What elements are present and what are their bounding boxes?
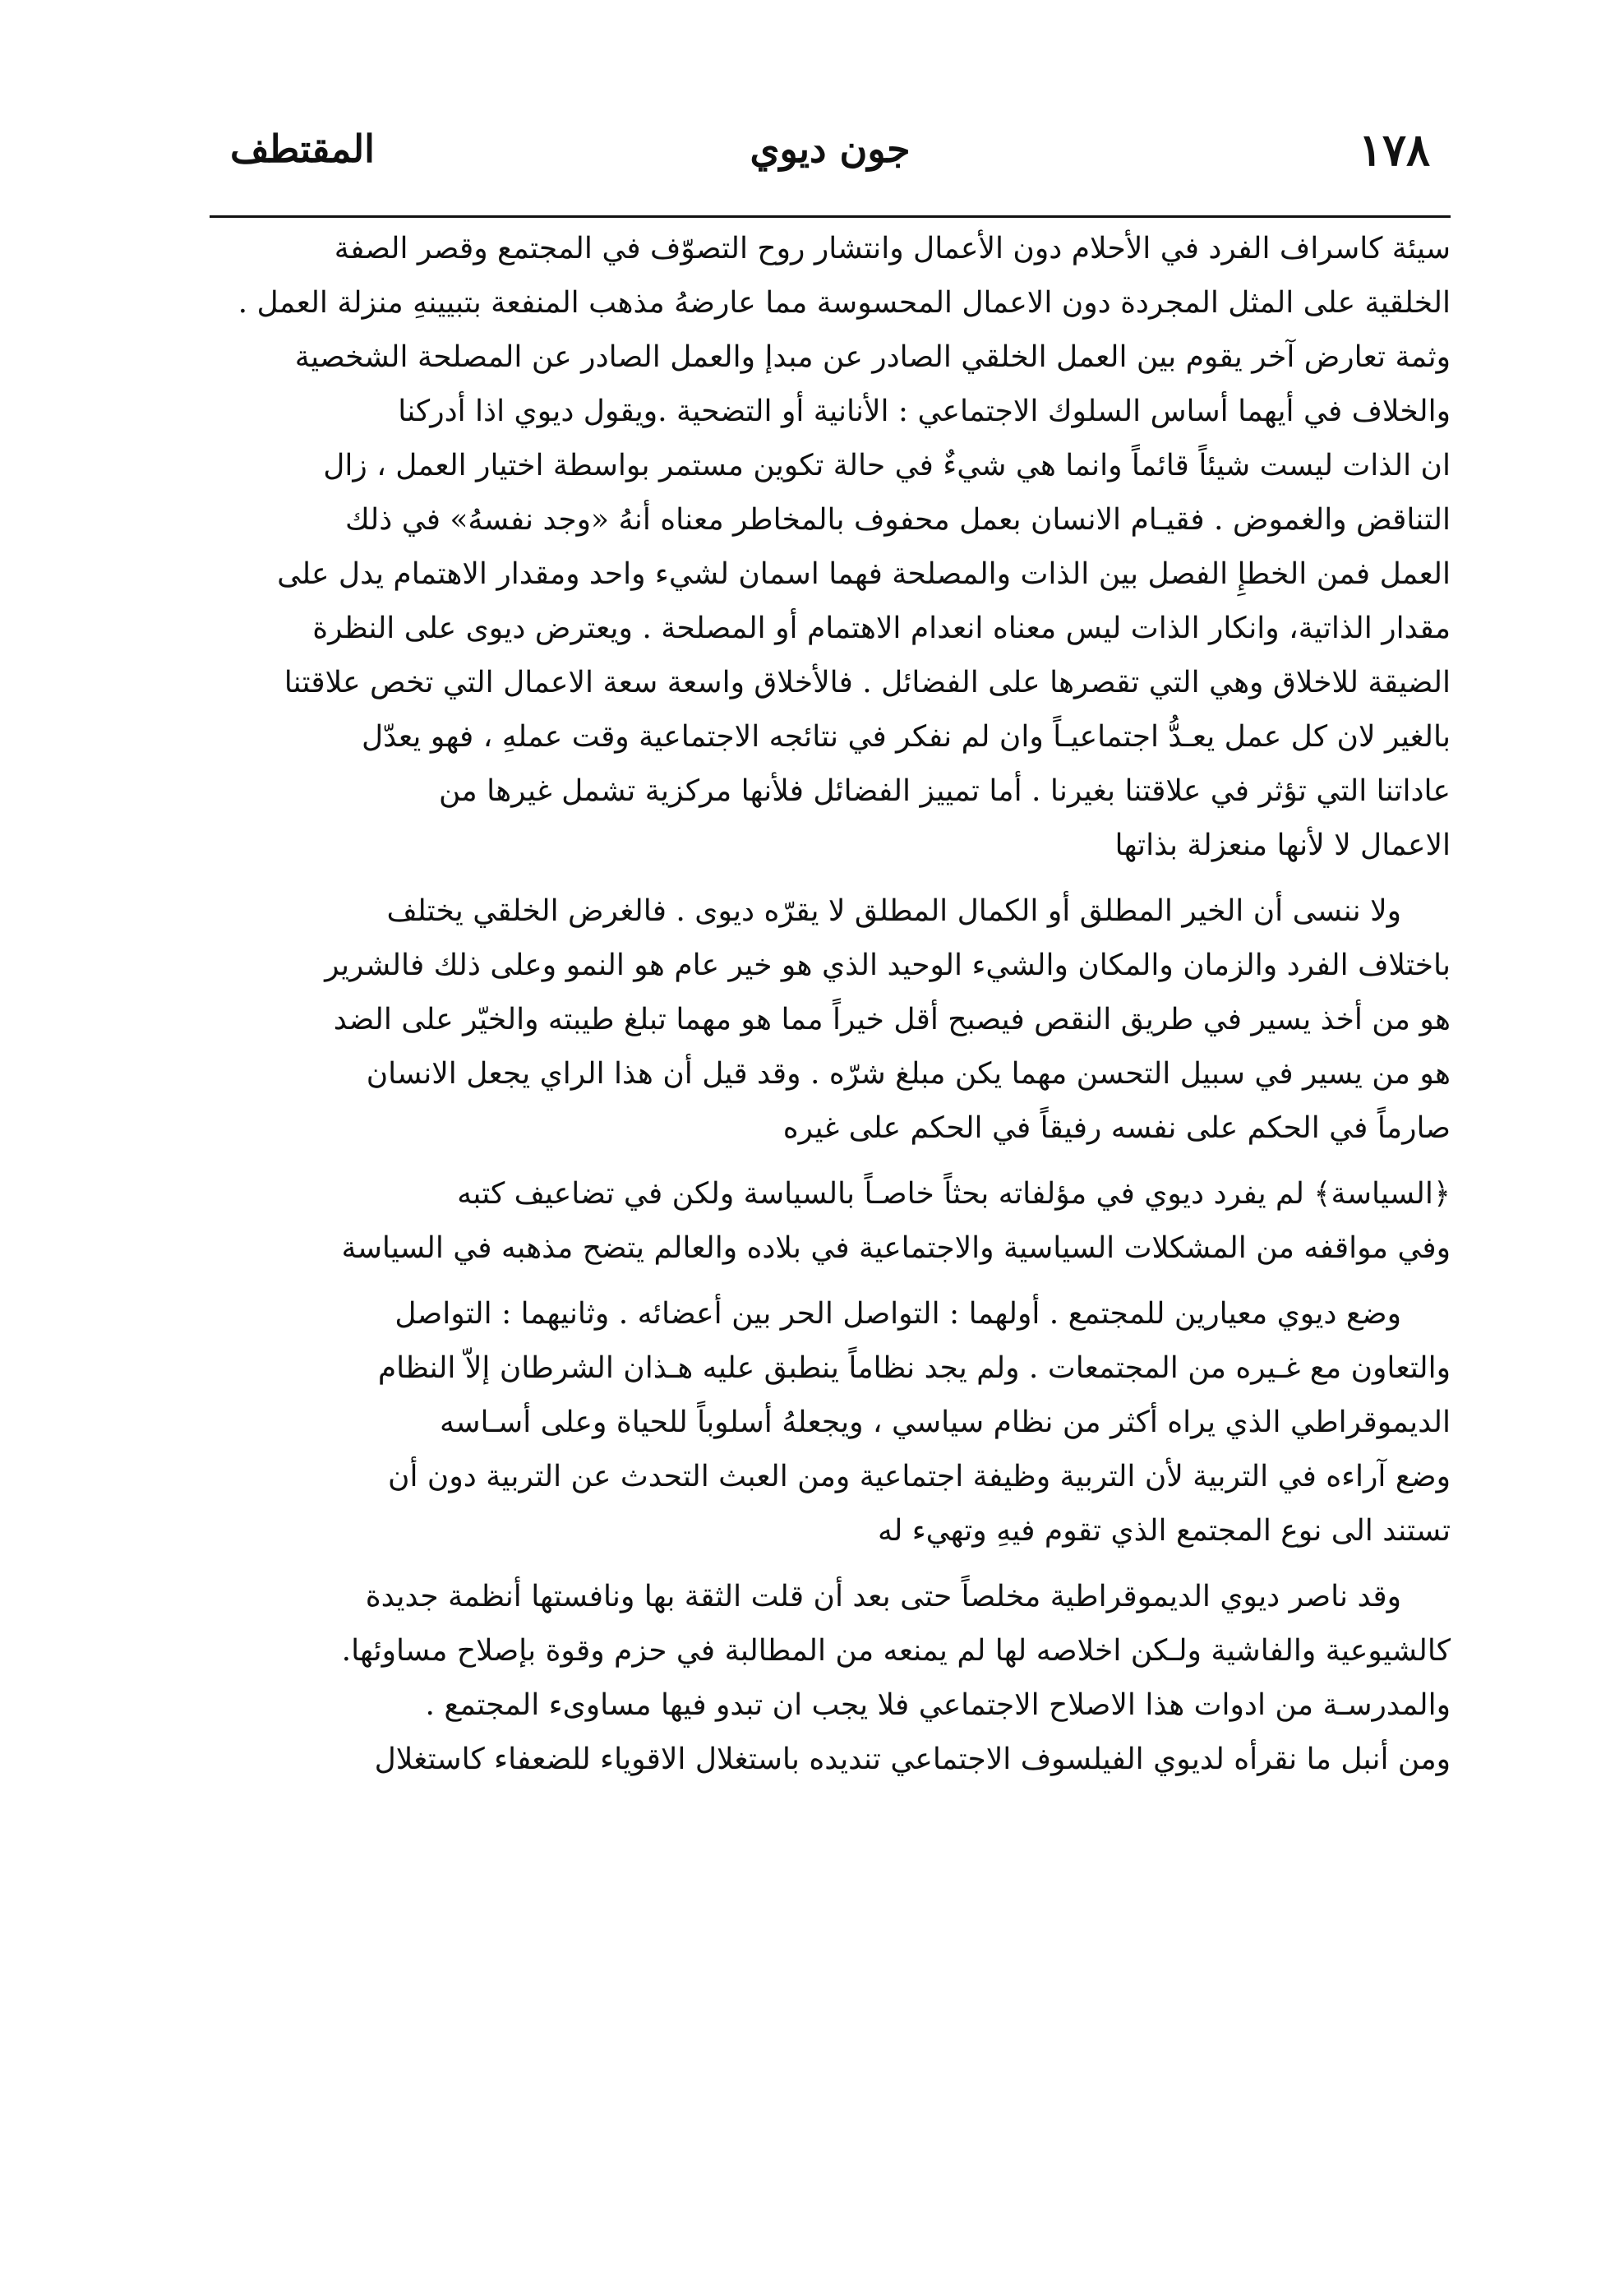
running-header xyxy=(230,123,1430,197)
journal-name: المقتطف xyxy=(230,127,375,171)
paragraph-defending-democracy xyxy=(210,1576,1451,1780)
text-line: والخلاف في أيهما أساس السلوك الاجتماعي : الأنانية أو التضحية .ويقول ديوي اذا أدركنا xyxy=(398,395,1451,428)
text-line: وفي مواقفه من المشكلات السياسية والاجتماعية في بلاده والعالم يتضح مذهبه في السياسة xyxy=(341,1231,1451,1265)
text-line: مقدار الذاتية، وانكار الذات ليس معناه انعدام الاهتمام أو المصلحة . ويعترض ديوى على النظرة xyxy=(312,612,1451,645)
text-line: التناقض والغموض . فقيـام الانسان بعمل محفوف بالمخاطر معناه أنهُ «وجد نفسهُ» في ذلك xyxy=(344,503,1451,537)
body-text xyxy=(210,228,1451,1805)
text-line: ان الذات ليست شيئاً قائماً وانما هي شيءٌ في حالة تكوين مستمر بواسطة اختيار العمل ، زال xyxy=(323,449,1451,482)
text-line: الاعمال لا لأنها منعزلة بذاتها xyxy=(1114,829,1451,862)
paragraph-ethics xyxy=(210,228,1451,866)
text-line: عاداتنا التي تؤثر في علاقتنا بغيرنا . أما تمييز الفضائل فلأنها مركزية تشمل غيرها من xyxy=(439,774,1451,808)
text-line: ومن أنبل ما نقرأه لديوي الفيلسوف الاجتماعي تنديده باستغلال الاقوياء للضعفاء كاستغلال xyxy=(374,1742,1451,1776)
text-line: باختلاف الفرد والزمان والمكان والشيء الوحيد الذي هو خير عام هو النمو وعلى ذلك فالشرير xyxy=(325,949,1451,982)
text-line: والتعاون مع غـيره من المجتمعات . ولم يجد نظاماً ينطبق عليه هـذان الشرطان إلاّ النظام xyxy=(377,1351,1451,1385)
text-line: وثمة تعارض آخر يقوم بين العمل الخلقي الصادر عن مبدإ والعمل الصادر عن المصلحة الشخصية xyxy=(294,340,1451,374)
text-line: العمل فمن الخطإِ الفصل بين الذات والمصلحة فهما اسمان لشيء واحد ومقدار الاهتمام يدل على xyxy=(277,557,1451,591)
text-line: تستند الى نوع المجتمع الذي تقوم فيهِ وتهيء له xyxy=(878,1514,1451,1548)
text-line: ولا ننسى أن الخير المطلق أو الكمال المطلق لا يقرّه ديوى . فالغرض الخلقي يختلف xyxy=(386,894,1401,928)
paragraph-politics xyxy=(210,1174,1451,1269)
text-line: سيئة كاسراف الفرد في الأحلام دون الأعمال وانتشار روح التصوّف في المجتمع وقصر الصفة xyxy=(334,232,1451,265)
text-line: ﴿السياسة﴾ لم يفرد ديوي في مؤلفاته بحثاً خاصـاً بالسياسة ولكن في تضاعيف كتبه xyxy=(457,1177,1451,1211)
paragraph-democracy-criteria xyxy=(210,1294,1451,1552)
paragraph-good-and-growth xyxy=(210,891,1451,1149)
text-line: الضيقة للاخلاق وهي التي تقصرها على الفضائل . فالأخلاق واسعة سعة الاعمال التي تخص علاقتنا xyxy=(284,666,1451,699)
article-title: جون ديوي xyxy=(750,127,911,171)
text-line: وضع ديوي معيارين للمجتمع . أولهما : التواصل الحر بين أعضائه . وثانيهما : التواصل xyxy=(394,1297,1401,1331)
text-line: هو من يسير في سبيل التحسن مهما يكن مبلغ شرّه . وقد قيل أن هذا الراي يجعل الانسان xyxy=(366,1057,1451,1091)
page-number: ١٧٨ xyxy=(1358,123,1430,176)
text-line: صارماً في الحكم على نفسه رفيقاً في الحكم على غيره xyxy=(782,1111,1451,1145)
text-line: وقد ناصر ديوي الديموقراطية مخلصاً حتى بعد أن قلت الثقة بها ونافستها أنظمة جديدة xyxy=(365,1580,1401,1613)
text-line: كالشيوعية والفاشية ولـكن اخلاصه لها لم يمنعه من المطالبة في حزم وقوة بإصلاح مساوئها. xyxy=(341,1634,1451,1668)
text-line: الديموقراطي الذي يراه أكثر من نظام سياسي ، ويجعلهُ أسلوباً للحياة وعلى أسـاسه xyxy=(440,1406,1451,1439)
header-rule xyxy=(210,215,1451,218)
text-line: هو من أخذ يسير في طريق النقص فيصبح أقل خيراً مما هو مهما تبلغ طيبته والخيّر على الضد xyxy=(333,1003,1451,1036)
text-line: وضع آراءه في التربية لأن التربية وظيفة اجتماعية ومن العبث التحدث عن التربية دون أن xyxy=(388,1460,1451,1493)
text-line: الخلقية على المثل المجردة دون الاعمال المحسوسة مما عارضهُ مذهب المنفعة بتبيينهِ منزلة العمل . xyxy=(238,286,1451,320)
text-line: بالغير لان كل عمل يعـدُّ اجتماعيـاً وان لم نفكر في نتائجه الاجتماعية وقت عملهِ ، فهو يعدّل xyxy=(361,720,1451,754)
text-line: والمدرسـة من ادوات هذا الاصلاح الاجتماعي فلا يجب ان تبدو فيها مساوىء المجتمع . xyxy=(425,1688,1451,1722)
